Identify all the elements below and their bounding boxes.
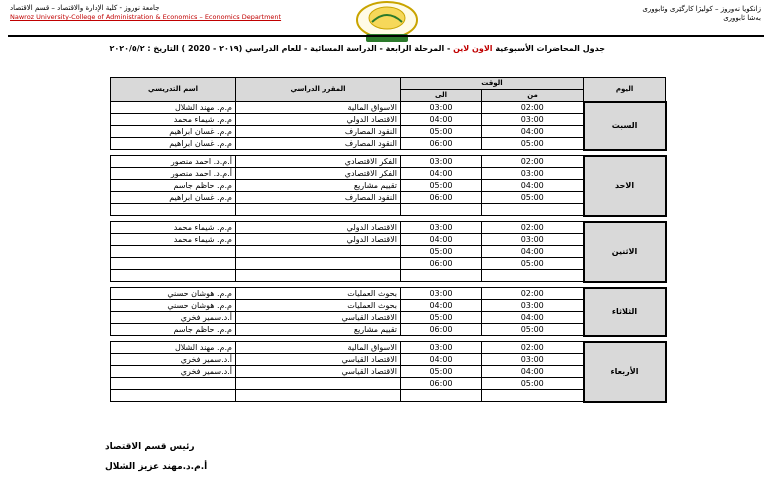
course-cell xyxy=(236,270,401,282)
teacher-cell: أ.م.د. احمد منصور xyxy=(111,156,236,168)
time-to-cell: 03:00 xyxy=(401,342,482,354)
table-row xyxy=(111,366,666,378)
course-cell: النقود المصارف xyxy=(236,138,401,150)
course-cell: الاقتصاد القياسي xyxy=(236,354,401,366)
time-from-cell xyxy=(482,270,584,282)
teacher-cell: م.م. مهند الشلال xyxy=(111,342,236,354)
time-to-cell: 04:00 xyxy=(401,354,482,366)
time-from-cell: 04:00 xyxy=(482,126,584,138)
course-cell: النقود المصارف xyxy=(236,192,401,204)
header-to: الى xyxy=(401,90,482,102)
time-from-cell: 02:00 xyxy=(482,288,584,300)
teacher-cell xyxy=(111,258,236,270)
time-to-cell xyxy=(401,270,482,282)
table-row xyxy=(111,378,666,390)
teacher-cell: م.م. غسان ابراهيم xyxy=(111,126,236,138)
time-to-cell: 03:00 xyxy=(401,222,482,234)
header-from: من xyxy=(482,90,584,102)
time-from-cell: 02:00 xyxy=(482,222,584,234)
table-row xyxy=(111,102,666,114)
time-to-cell: 03:00 xyxy=(401,156,482,168)
table-row xyxy=(111,354,666,366)
day-cell: السبت xyxy=(584,102,666,150)
time-to-cell: 06:00 xyxy=(401,192,482,204)
time-to-cell: 05:00 xyxy=(401,246,482,258)
teacher-cell: م.م. هوشان حسني xyxy=(111,300,236,312)
header-right-line2: بەشا ئابووری xyxy=(723,14,761,22)
time-from-cell: 05:00 xyxy=(482,138,584,150)
teacher-cell xyxy=(111,378,236,390)
header-course: المقرر الدراسي xyxy=(236,78,401,102)
time-from-cell: 02:00 xyxy=(482,102,584,114)
time-from-cell: 02:00 xyxy=(482,156,584,168)
time-from-cell: 05:00 xyxy=(482,192,584,204)
title-post: - المرحلة الرابعة - الدراسة المسائية - للعام الدراسي (٢٠١٩ - 2020 ) التاريخ : ٢٠٢٠/٥/٢ xyxy=(109,44,454,53)
page-title xyxy=(109,44,605,53)
time-from-cell xyxy=(482,390,584,402)
day-cell: الأربعاء xyxy=(584,342,666,402)
table-row xyxy=(111,300,666,312)
course-cell: الاقتصاد الدولي xyxy=(236,234,401,246)
time-to-cell: 04:00 xyxy=(401,114,482,126)
table-row xyxy=(111,390,666,402)
table-row xyxy=(111,180,666,192)
time-from-cell: 04:00 xyxy=(482,312,584,324)
teacher-cell: م.م. شيماء محمد xyxy=(111,114,236,126)
time-to-cell: 06:00 xyxy=(401,258,482,270)
header-divider xyxy=(8,35,764,37)
time-to-cell: 03:00 xyxy=(401,102,482,114)
course-cell xyxy=(236,246,401,258)
header-teacher: اسم التدريسي xyxy=(111,78,236,102)
course-cell xyxy=(236,390,401,402)
table-row xyxy=(111,246,666,258)
time-to-cell: 06:00 xyxy=(401,378,482,390)
time-to-cell: 03:00 xyxy=(401,288,482,300)
table-row xyxy=(111,192,666,204)
time-to-cell: 04:00 xyxy=(401,168,482,180)
table-row xyxy=(111,204,666,216)
teacher-cell: م.م. مهند الشلال xyxy=(111,102,236,114)
university-header-left xyxy=(10,4,310,22)
teacher-cell: م.م. شيماء محمد xyxy=(111,234,236,246)
time-to-cell: 04:00 xyxy=(401,300,482,312)
teacher-cell: أ.م.د. احمد منصور xyxy=(111,168,236,180)
course-cell: النقود المصارف xyxy=(236,126,401,138)
header-time: الوقت xyxy=(401,78,584,90)
course-cell: الفكر الاقتصادي xyxy=(236,168,401,180)
time-to-cell: 05:00 xyxy=(401,180,482,192)
teacher-cell: أ.د.سمير فخري xyxy=(111,366,236,378)
teacher-cell: أ.د.سمير فخري xyxy=(111,312,236,324)
table-row xyxy=(111,270,666,282)
time-from-cell: 04:00 xyxy=(482,246,584,258)
table-row xyxy=(111,324,666,336)
teacher-cell: م.م. غسان ابراهيم xyxy=(111,192,236,204)
course-cell xyxy=(236,204,401,216)
time-from-cell: 03:00 xyxy=(482,114,584,126)
table-row xyxy=(111,168,666,180)
time-from-cell: 03:00 xyxy=(482,354,584,366)
teacher-cell xyxy=(111,204,236,216)
time-from-cell: 05:00 xyxy=(482,258,584,270)
course-cell: الفكر الاقتصادي xyxy=(236,156,401,168)
header-day: اليوم xyxy=(584,78,666,102)
university-logo xyxy=(352,0,422,44)
day-cell: الثلاثاء xyxy=(584,288,666,336)
time-to-cell: 05:00 xyxy=(401,126,482,138)
day-cell: الاثنين xyxy=(584,222,666,282)
header-right-line1: زانكويا نەوروز – كوليژا كارگێری وئابووری xyxy=(642,5,761,13)
schedule-table xyxy=(110,77,665,388)
teacher-cell: م.م. شيماء محمد xyxy=(111,222,236,234)
course-cell: الاقتصاد الدولي xyxy=(236,222,401,234)
time-to-cell xyxy=(401,390,482,402)
time-from-cell xyxy=(482,204,584,216)
teacher-cell: م.م. غسان ابراهيم xyxy=(111,138,236,150)
time-to-cell: 05:00 xyxy=(401,366,482,378)
time-to-cell: 05:00 xyxy=(401,312,482,324)
header-left-line2: Nawroz University-College of Administration & Economics – Economics Department xyxy=(10,13,282,21)
day-cell: الاحد xyxy=(584,156,666,216)
course-cell: الاسواق المالية xyxy=(236,102,401,114)
teacher-cell xyxy=(111,390,236,402)
course-cell: الاسواق المالية xyxy=(236,342,401,354)
course-cell xyxy=(236,378,401,390)
course-cell xyxy=(236,258,401,270)
table-row xyxy=(111,342,666,354)
course-cell: تقييم مشاريع xyxy=(236,180,401,192)
time-from-cell: 05:00 xyxy=(482,324,584,336)
title-red: الاون لاين xyxy=(453,44,493,53)
header-left-line1: جامعة نوروز - كلية الإدارة والاقتصاد – قسم الاقتصاد xyxy=(10,4,160,12)
table-row xyxy=(111,222,666,234)
course-cell: الاقتصاد الدولي xyxy=(236,114,401,126)
teacher-cell: م.م. حاظم جاسم xyxy=(111,324,236,336)
teacher-cell: م.م. هوشان حسني xyxy=(111,288,236,300)
time-to-cell: 04:00 xyxy=(401,234,482,246)
time-from-cell: 02:00 xyxy=(482,342,584,354)
time-to-cell: 06:00 xyxy=(401,138,482,150)
table-row xyxy=(111,234,666,246)
table-row xyxy=(111,312,666,324)
course-cell: الاقتصاد القياسي xyxy=(236,366,401,378)
course-cell: بحوث العمليات xyxy=(236,300,401,312)
course-cell: بحوث العمليات xyxy=(236,288,401,300)
table-row xyxy=(111,126,666,138)
university-header-right xyxy=(601,5,761,23)
table-row xyxy=(111,156,666,168)
time-from-cell: 04:00 xyxy=(482,180,584,192)
title-pre: جدول المحاضرات الأسبوعية xyxy=(492,44,605,53)
table-row xyxy=(111,138,666,150)
time-from-cell: 03:00 xyxy=(482,234,584,246)
time-to-cell: 06:00 xyxy=(401,324,482,336)
time-to-cell xyxy=(401,204,482,216)
time-from-cell: 03:00 xyxy=(482,300,584,312)
table-row xyxy=(111,258,666,270)
table-row xyxy=(111,288,666,300)
course-cell: الاقتصاد القياسي xyxy=(236,312,401,324)
time-from-cell: 05:00 xyxy=(482,378,584,390)
course-cell: تقييم مشاريع xyxy=(236,324,401,336)
teacher-cell: أ.د.سمير فخري xyxy=(111,354,236,366)
signature-title: رئيس قسم الاقتصاد xyxy=(105,442,195,452)
time-from-cell: 04:00 xyxy=(482,366,584,378)
signature-name: أ.م.د.مهند عزيز الشلال xyxy=(105,462,208,472)
teacher-cell xyxy=(111,270,236,282)
table-row xyxy=(111,114,666,126)
time-from-cell: 03:00 xyxy=(482,168,584,180)
teacher-cell: م.م. حاظم جاسم xyxy=(111,180,236,192)
teacher-cell xyxy=(111,246,236,258)
